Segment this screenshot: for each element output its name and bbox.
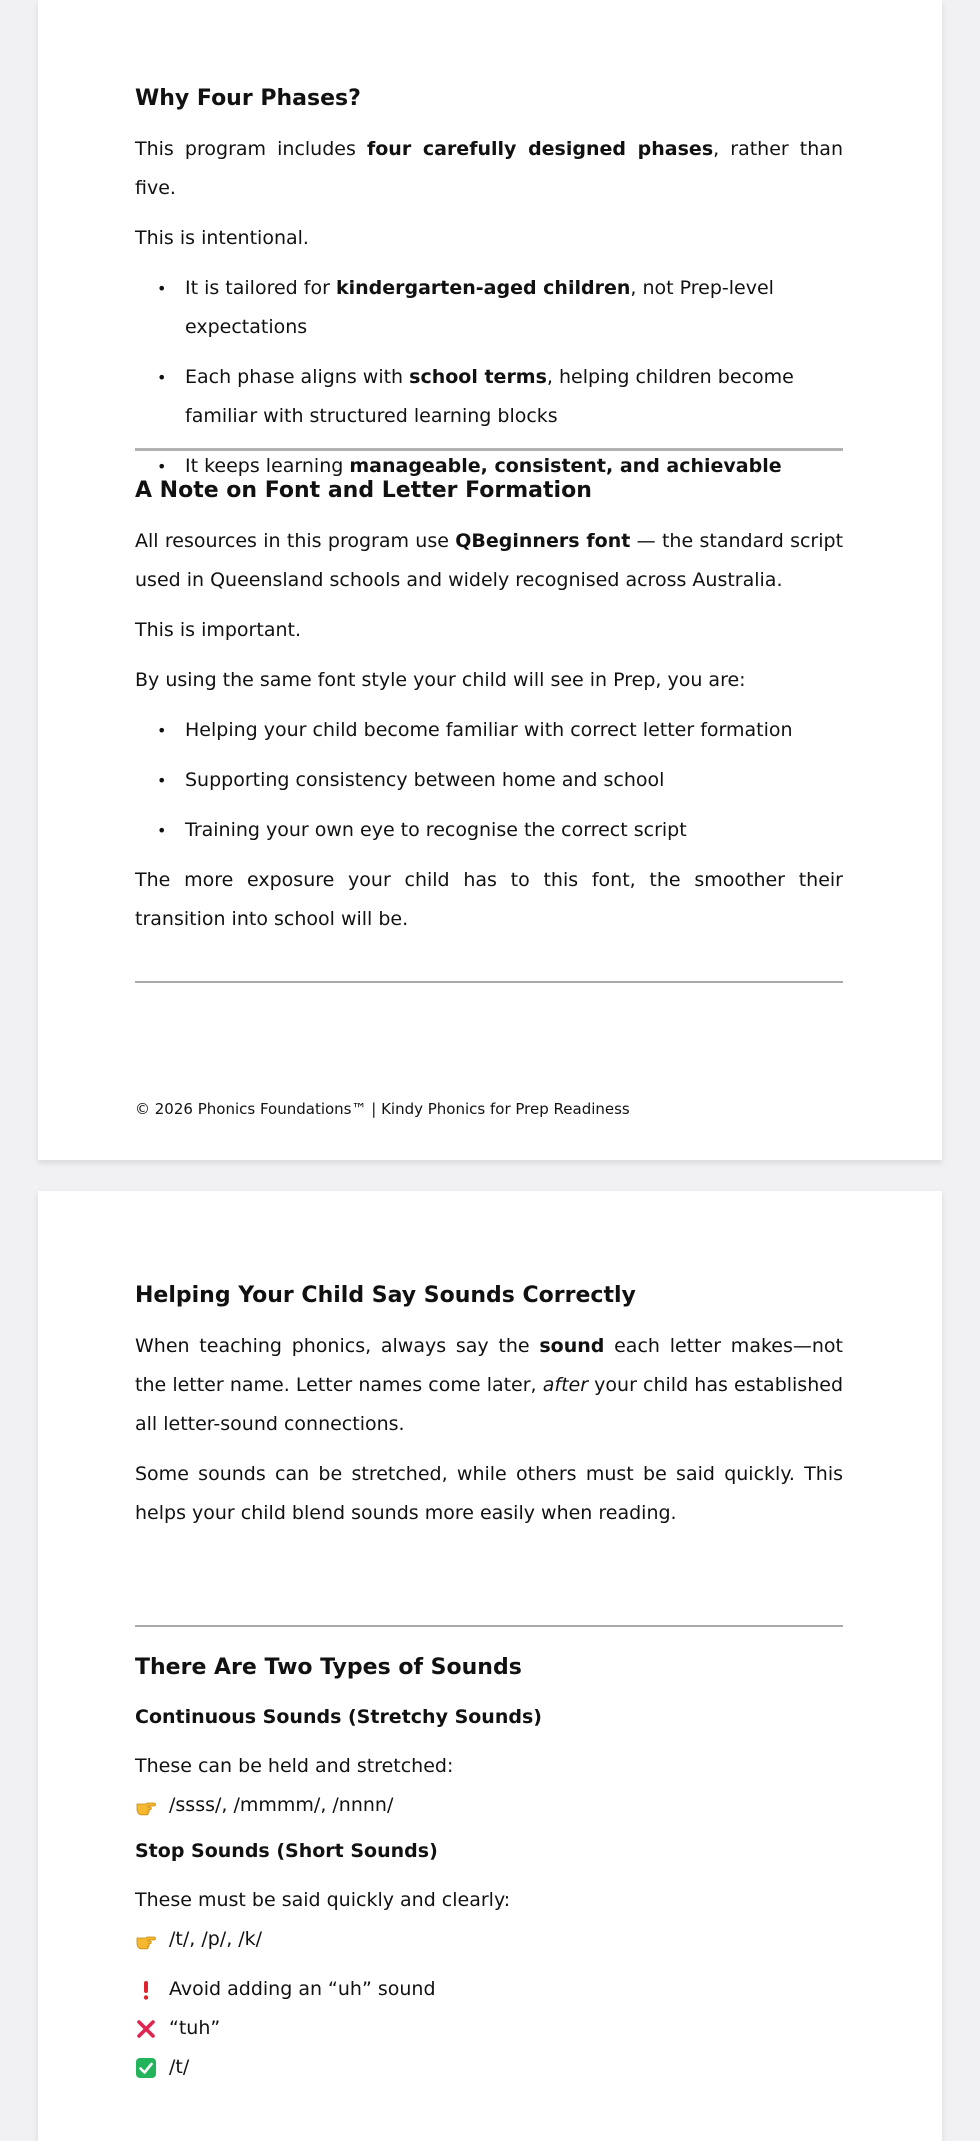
paragraph: By using the same font style your child will see in Prep, you are: <box>135 669 746 691</box>
subheading-stop: Stop Sounds (Short Sounds) <box>135 1840 438 1862</box>
section-say-sounds <box>135 1281 843 1533</box>
pointing-hand-icon <box>135 1795 157 1817</box>
note-line: Avoid adding an “uh” sound <box>135 1970 843 2009</box>
paragraph: This is intentional. <box>135 227 309 249</box>
section-heading: A Note on Font and Letter Formation <box>135 478 592 503</box>
note-line: “tuh” <box>135 2009 843 2048</box>
example-line: /t/, /p/, /k/ <box>135 1920 843 1959</box>
paragraph: When teaching phonics, always say the sound each letter makes—not the letter name. Letter names come later, after your child has established all letter-sound connections. <box>135 1335 843 1435</box>
exclamation-icon <box>135 1979 157 2001</box>
paragraph: These can be held and stretched: <box>135 1755 454 1777</box>
note-line: /t/ <box>135 2048 843 2087</box>
paragraph: The more exposure your child has to this font, the smoother their transition into school will be. <box>135 869 843 930</box>
example-line: /ssss/, /mmmm/, /nnnn/ <box>135 1786 843 1825</box>
list-item: • Training your own eye to recognise the correct script <box>135 811 843 850</box>
section-heading: Why Four Phases? <box>135 86 361 111</box>
bullet-list <box>135 269 843 486</box>
section-divider <box>135 981 843 983</box>
paragraph: Some sounds can be stretched, while others must be said quickly. This helps your child blend sounds more easily when reading. <box>135 1463 843 1524</box>
paragraph: All resources in this program use QBeginners font — the standard script used in Queensland schools and widely recognised across Australia. <box>135 530 844 591</box>
section-divider <box>135 448 843 451</box>
page-footer: © 2026 Phonics Foundations™ | Kindy Phonics for Prep Readiness <box>135 1100 630 1118</box>
list-item: • Helping your child become familiar with correct letter formation <box>135 711 843 750</box>
section-divider <box>135 1625 843 1627</box>
check-mark-icon <box>135 2057 157 2079</box>
section-font-note <box>135 476 843 939</box>
subheading-continuous: Continuous Sounds (Stretchy Sounds) <box>135 1706 542 1728</box>
section-why-four-phases <box>135 84 843 486</box>
paragraph: This is important. <box>135 619 301 641</box>
cross-mark-icon <box>135 2018 157 2040</box>
section-heading: Helping Your Child Say Sounds Correctly <box>135 1283 636 1308</box>
section-heading: There Are Two Types of Sounds <box>135 1655 522 1680</box>
list-item: • Each phase aligns with school terms, helping children become familiar with structured learning blocks <box>135 358 843 436</box>
section-two-types <box>135 1653 843 2087</box>
bullet-list <box>135 711 843 850</box>
paragraph: These must be said quickly and clearly: <box>135 1889 511 1911</box>
list-item: • Supporting consistency between home and school <box>135 761 843 800</box>
document-page-1 <box>38 0 942 1160</box>
document-page-2 <box>38 1191 942 2141</box>
pointing-hand-icon <box>135 1929 157 1951</box>
list-item: • It keeps learning manageable, consistent, and achievable <box>135 447 843 486</box>
list-item: • It is tailored for kindergarten-aged children, not Prep-level expectations <box>135 269 843 347</box>
paragraph: This program includes four carefully designed phases, rather than five. <box>135 138 843 199</box>
